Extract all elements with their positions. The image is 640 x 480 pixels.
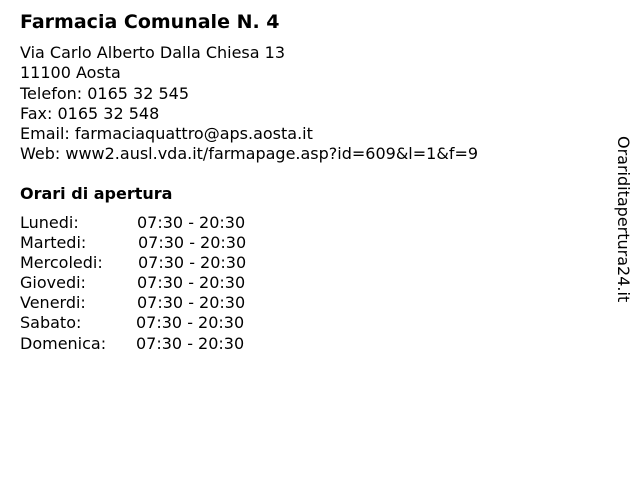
time-range: 07:30 - 20:30	[137, 213, 246, 232]
day-label: Lunedi:	[20, 213, 79, 232]
opening-hours-list	[20, 213, 247, 354]
time-range: 07:30 - 20:30	[138, 253, 247, 273]
hours-heading: Orari di apertura	[20, 184, 173, 203]
time-range: 07:30 - 20:30	[136, 333, 245, 353]
pharmacy-name: Farmacia Comunale N. 4	[20, 11, 280, 33]
time-range: 07:30 - 20:30	[136, 313, 245, 333]
hours-row-sunday	[20, 333, 245, 354]
day-label: Venerdi:	[20, 293, 86, 313]
hours-row-thursday	[20, 273, 246, 293]
time-range: 07:30 - 20:30	[138, 233, 247, 253]
hours-row-monday	[20, 213, 246, 233]
hours-row-saturday	[20, 313, 245, 333]
site-watermark: Orariditapertura24.it	[614, 136, 633, 303]
hours-row-friday	[20, 293, 246, 313]
hours-row-wednesday	[20, 253, 247, 273]
phone-line: Telefon: 0165 32 545	[20, 83, 190, 103]
day-label: Domenica:	[20, 333, 107, 353]
day-label: Sabato:	[20, 313, 82, 333]
address-line-2: 11100 Aosta	[20, 63, 121, 83]
time-range: 07:30 - 20:30	[137, 273, 246, 293]
fax-line: Fax: 0165 32 548	[20, 103, 160, 123]
address-line-1: Via Carlo Alberto Dalla Chiesa 13	[20, 43, 286, 62]
day-label: Giovedi:	[20, 273, 86, 293]
email-line: Email: farmaciaquattro@aps.aosta.it	[20, 124, 313, 144]
hours-row-tuesday	[20, 233, 247, 253]
time-range: 07:30 - 20:30	[137, 293, 246, 313]
day-label: Martedi:	[20, 233, 87, 253]
web-line: Web: www2.ausl.vda.it/farmapage.asp?id=609&l=1&f=9	[20, 144, 479, 164]
day-label: Mercoledi:	[20, 253, 103, 273]
contact-block	[20, 43, 478, 165]
